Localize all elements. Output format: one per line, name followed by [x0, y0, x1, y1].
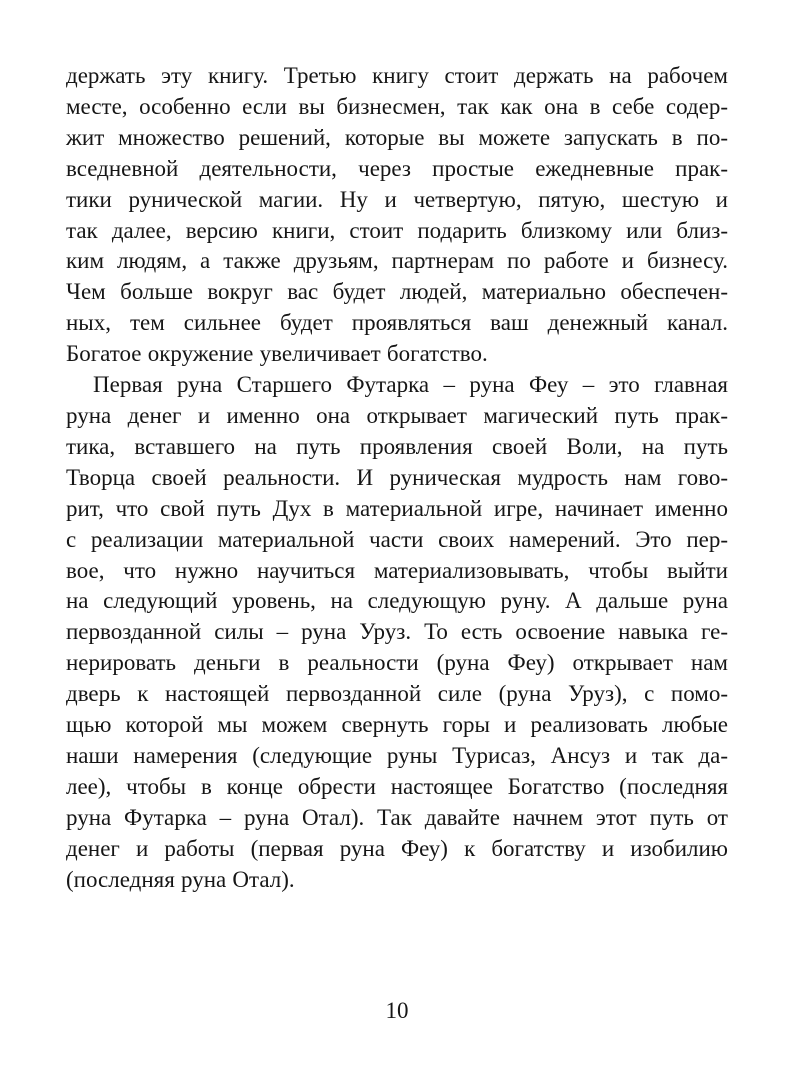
text-line: Богатое окружение увеличивает богатство.	[66, 341, 488, 367]
text-line: денег и работы (первая руна Феу) к богатству и изобилию	[66, 835, 728, 861]
text-line: руна денег и именно она открывает магический путь прак-	[66, 402, 728, 428]
paragraph	[66, 61, 728, 370]
text-line: так далее, версию книги, стоит подарить близкому или близ-	[66, 217, 728, 243]
text-line: жит множество решений, которые вы можете запускать в по-	[66, 124, 728, 150]
text-line: с реализации материальной части своих намерений. Это пер-	[66, 526, 728, 552]
text-line: тика, вставшего на путь проявления своей Воли, на путь	[66, 433, 728, 459]
text-line: месте, особенно если вы бизнесмен, так как она в себе содер-	[66, 93, 728, 119]
text-line: на следующий уровень, на следующую руну. А дальше руна	[66, 588, 728, 614]
text-line: наши намерения (следующие руны Турисаз, Ансуз и так да-	[66, 742, 728, 768]
text-line: лее), чтобы в конце обрести настоящее Богатство (последняя	[66, 773, 728, 799]
text-line: Первая руна Старшего Футарка – руна Феу – это главная	[93, 372, 728, 398]
text-line: вседневной деятельности, через простые ежедневные прак-	[66, 155, 728, 181]
text-line: щью которой мы можем свернуть горы и реализовать любые	[66, 712, 728, 738]
text-line: ных, тем сильнее будет проявляться ваш денежный канал.	[66, 310, 728, 336]
text-line: ким людям, а также друзьям, партнерам по работе и бизнесу.	[66, 248, 728, 274]
text-line: нерировать деньги в реальности (руна Феу) открывает нам	[66, 650, 728, 676]
text-line: (последняя руна Отал).	[66, 866, 295, 892]
text-line: дверь к настоящей первозданной силе (руна Уруз), с помо-	[66, 681, 728, 707]
text-line: руна Футарка – руна Отал). Так давайте начнем этот путь от	[66, 804, 728, 830]
text-line: Творца своей реальности. И руническая мудрость нам гово-	[66, 464, 728, 490]
text-line: первозданной силы – руна Уруз. То есть освоение навыка ге-	[66, 619, 728, 645]
text-line: вое, что нужно научиться материализовывать, чтобы выйти	[66, 557, 728, 583]
text-line: держать эту книгу. Третью книгу стоит держать на рабочем	[66, 63, 728, 88]
page-number: 10	[385, 998, 409, 1023]
text-line: Чем больше вокруг вас будет людей, материально обеспечен-	[66, 279, 728, 305]
paragraph	[66, 370, 728, 895]
text-line: тики рунической магии. Ну и четвертую, пятую, шестую и	[66, 186, 728, 212]
text-block	[66, 61, 728, 895]
text-line: рит, что свой путь Дух в материальной игре, начинает именно	[66, 495, 728, 521]
